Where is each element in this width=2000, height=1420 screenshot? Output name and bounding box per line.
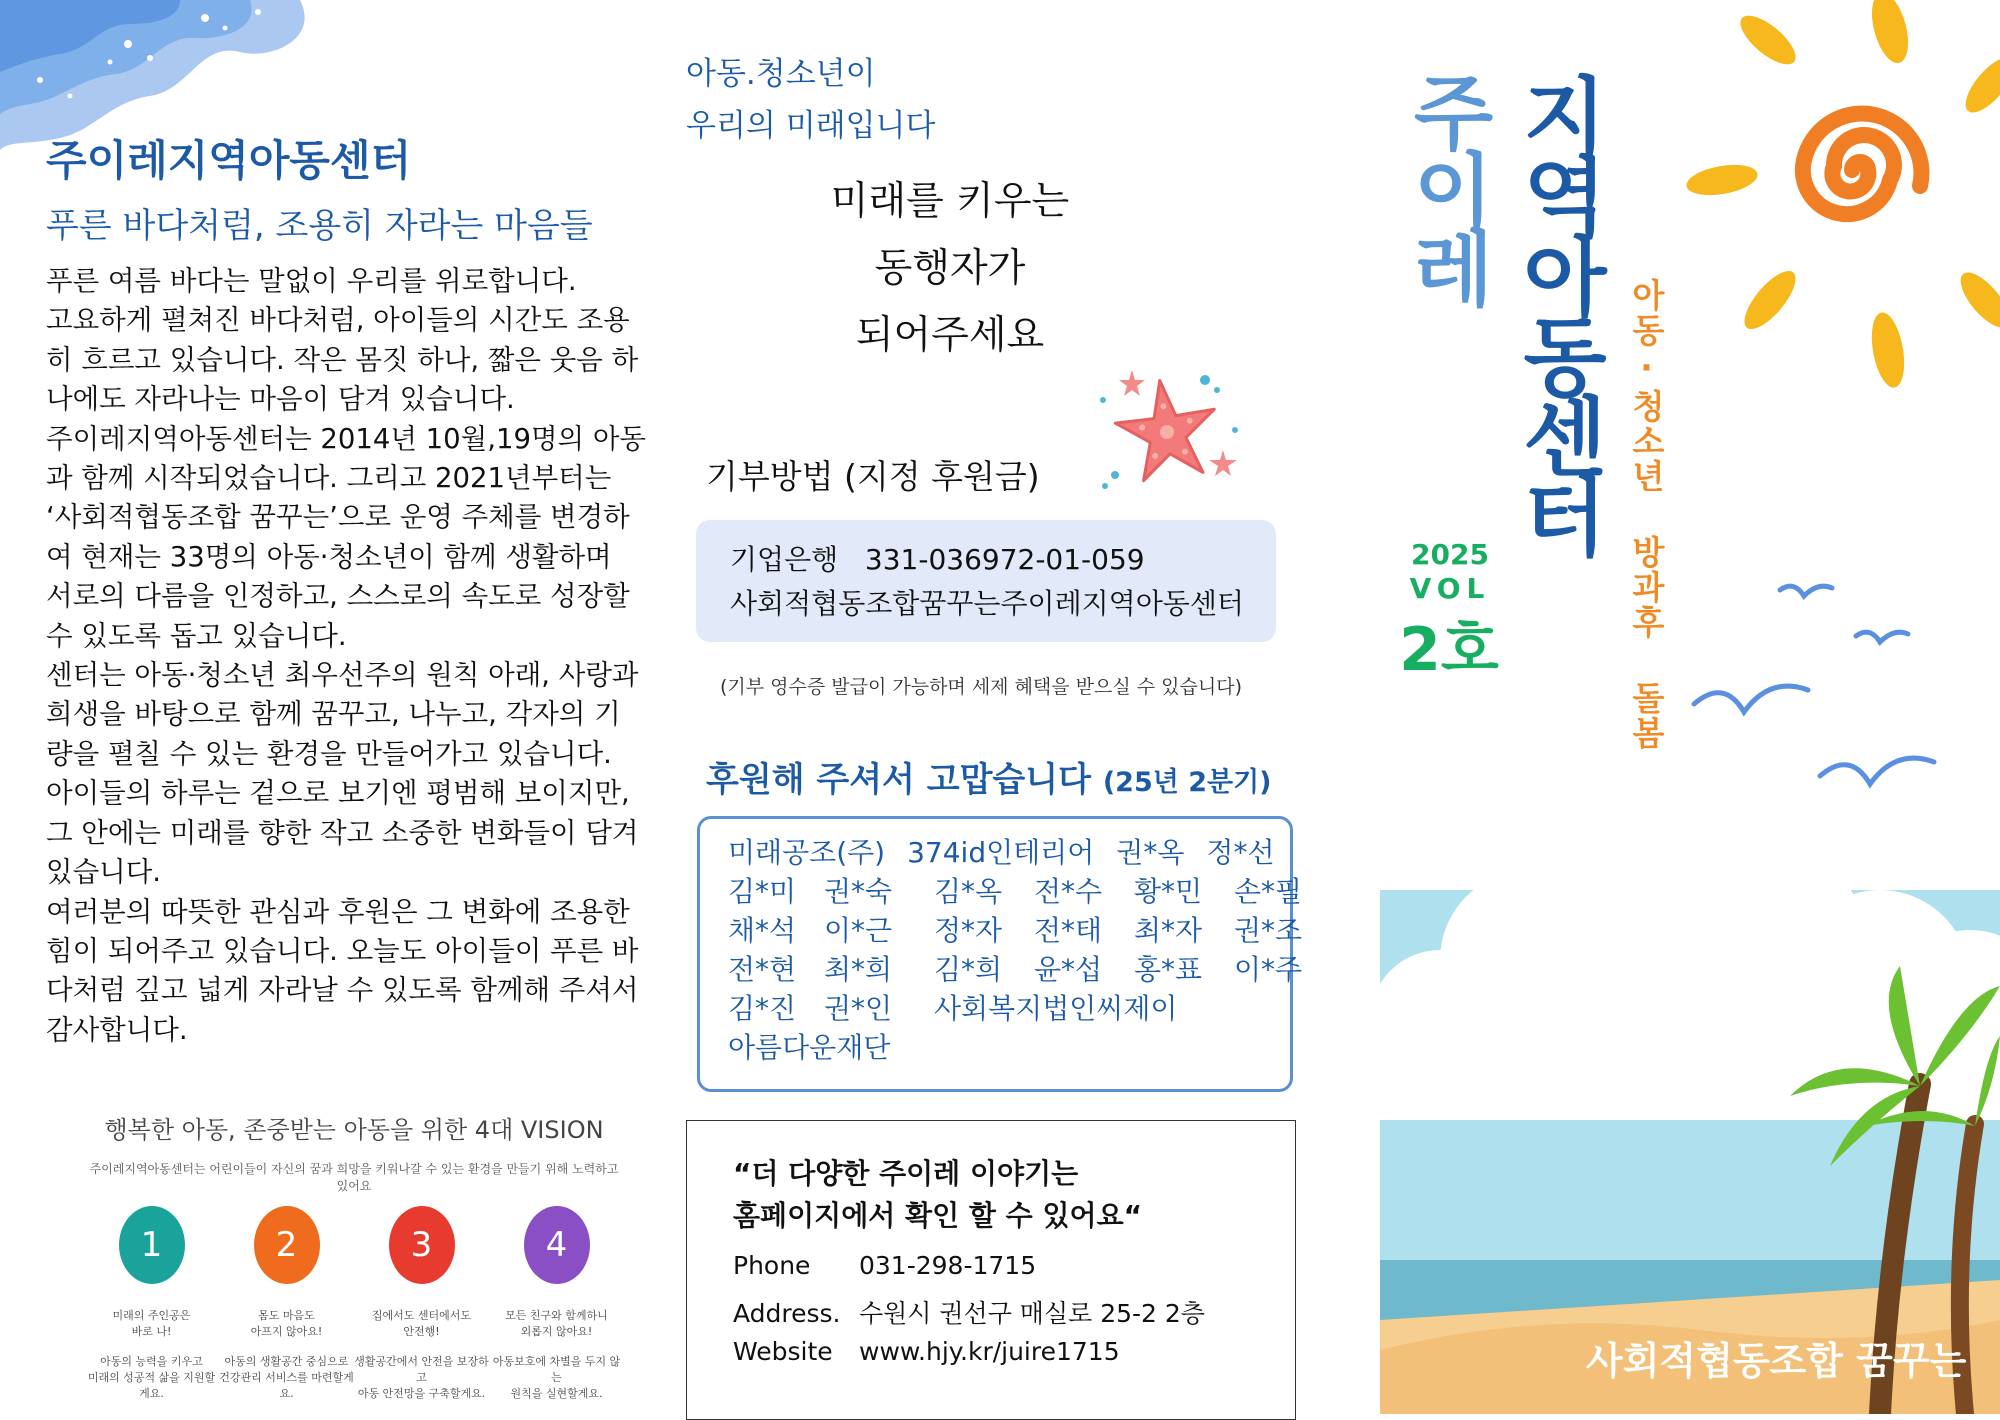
donor-name: 권*옥 bbox=[1116, 836, 1185, 869]
intro-paragraph: 푸른 여름 바다는 말없이 우리를 위로합니다. 고요하게 펼쳐진 바다처럼, 아이들의 시간도 조용 히 흐르고 있습니다. 작은 몸짓 하나, 짧은 웃음 하 나에도 자라나는 마음이 담겨 있습니다. bbox=[46, 265, 639, 416]
phone-label: Phone bbox=[733, 1251, 811, 1280]
homepage-quote: “더 다양한 주이레 이야기는 홈페이지에서 확인 할 수 있어요“ bbox=[733, 1157, 1143, 1232]
donor-name: 정*자 bbox=[934, 914, 1003, 947]
donor-name: 손*필 bbox=[1234, 875, 1303, 908]
cover-title-juire: 주이레 bbox=[1399, 70, 1494, 304]
vision-caption: 몸도 마음도 아프지 않아요! bbox=[250, 1309, 323, 1338]
donor-name: 374id인테리어 bbox=[907, 836, 1095, 869]
donor-name: 권*인 bbox=[824, 992, 893, 1025]
website-row bbox=[733, 1337, 1120, 1366]
donor-row bbox=[728, 989, 1288, 1028]
vision-note: 아동보호에 차별을 두지 않는 원칙을 실현할게요. bbox=[492, 1355, 621, 1400]
donor-row bbox=[728, 911, 1303, 950]
donor-name: 황*민 bbox=[1134, 875, 1203, 908]
donor-name: 권*숙 bbox=[824, 875, 893, 908]
intro-paragraph: 주이레지역아동센터는 2014년 10월,19명의 아동 과 함께 시작되었습니다. 그리고 2021년부터는 ‘사회적협동조합 꿈꾸는’으로 운영 주체를 변경하 여 현재는 33명의 아동·청소년이 함께 생활하며 서로의 다름을 인정하고, 스스로의 속도로 성장할 수 있도록 돕고 있습니다. bbox=[46, 422, 646, 652]
donor-name: 권*조 bbox=[1234, 914, 1303, 947]
vision-item bbox=[354, 1206, 489, 1402]
address-label: Address. bbox=[733, 1299, 841, 1328]
donor-name: 정*선 bbox=[1206, 836, 1275, 869]
thanks-period: (25년 2분기) bbox=[1102, 767, 1272, 798]
sun-icon bbox=[1660, 0, 2000, 420]
phone-number: 031-298-1715 bbox=[859, 1251, 1037, 1280]
vision-note: 아동의 생활공간 중심으로 건강관리 서비스를 마련할게요. bbox=[219, 1355, 354, 1400]
donor-name: 윤*섭 bbox=[1034, 953, 1103, 986]
contact-box bbox=[686, 1120, 1296, 1420]
thanks-title bbox=[706, 752, 1272, 801]
account-holder: 사회적협동조합꿈꾸는주이레지역아동센터 bbox=[730, 587, 1244, 620]
future-heading: 아동.청소년이 우리의 미래입니다 bbox=[686, 56, 936, 144]
donor-name: 전*태 bbox=[1034, 914, 1103, 947]
cover-tagline: 아동·청소년 방과후 돌봄 bbox=[1627, 278, 1666, 751]
intro-paragraph: 아이들의 하루는 겉으로 보기엔 평범해 보이지만, 그 안에는 미래를 향한 작고 소중한 변화들이 담겨 있습니다. bbox=[46, 777, 639, 889]
phone-row bbox=[733, 1251, 1036, 1280]
vision-description: 주이레지역아동센터는 어린이들이 자신의 꿈과 희망을 키워나갈 수 있는 환경을 만들기 위해 노력하고 있어요 bbox=[89, 1162, 619, 1193]
vision-note: 아동의 능력을 키우고 미래의 성공적 삶을 지원할게요. bbox=[87, 1355, 216, 1400]
donor-list bbox=[728, 833, 1303, 1067]
seagulls-icon bbox=[1680, 580, 1980, 820]
vision-item bbox=[84, 1206, 219, 1402]
slogan: 미래를 키우는 동행자가 되어주세요 bbox=[830, 179, 1070, 358]
donor-name: 최*자 bbox=[1134, 914, 1203, 947]
thanks-title-text: 후원해 주셔서 고맙습니다 bbox=[706, 760, 1091, 800]
donor-name: 채*석 bbox=[728, 914, 797, 947]
vision-caption: 집에서도 센터에서도 안전행! bbox=[371, 1309, 472, 1338]
intro-text bbox=[46, 262, 646, 1050]
website-label: Website bbox=[733, 1337, 833, 1366]
volume-issue: 2호 bbox=[1399, 615, 1499, 685]
donor-name: 이*근 bbox=[824, 914, 893, 947]
hand-four-icon: 4 bbox=[524, 1206, 590, 1284]
vision-item bbox=[489, 1206, 624, 1402]
donation-method-title: 기부방법 (지정 후원금) bbox=[706, 457, 1040, 496]
starfish-icon bbox=[1095, 360, 1245, 500]
cover-title-center: 지역아동센터 bbox=[1507, 72, 1607, 552]
donor-name: 김*옥 bbox=[934, 875, 1003, 908]
donor-name: 이*주 bbox=[1234, 953, 1303, 986]
receipt-note: (기부 영수증 발급이 가능하며 세제 혜택을 받으실 수 있습니다) bbox=[720, 676, 1242, 698]
donor-name: 미래공조(주) bbox=[728, 836, 886, 869]
address-row bbox=[733, 1294, 1205, 1330]
volume-label: VOL bbox=[1409, 572, 1491, 605]
donor-name: 김*미 bbox=[728, 875, 797, 908]
center-subtitle: 푸른 바다처럼, 조용히 자라는 마음들 bbox=[46, 206, 593, 246]
hand-one-icon: 1 bbox=[119, 1206, 185, 1284]
vision-title: 행복한 아동, 존중받는 아동을 위한 4대 VISION bbox=[104, 1116, 604, 1144]
intro-paragraph: 센터는 아동·청소년 최우선주의 원칙 아래, 사랑과 희생을 바탕으로 함께 꿈꾸고, 나누고, 각자의 기 량을 펼칠 수 있는 환경을 만들어가고 있습니다. bbox=[46, 659, 639, 770]
donor-row bbox=[728, 950, 1303, 989]
donor-row bbox=[728, 872, 1303, 911]
donor-name: 최*희 bbox=[824, 953, 893, 986]
vision-caption: 모든 친구와 함께하니 외롭지 않아요! bbox=[505, 1309, 608, 1338]
donor-row bbox=[728, 1028, 1288, 1067]
donor-name: 전*수 bbox=[1034, 875, 1103, 908]
donor-name: 아름다운재단 bbox=[728, 1031, 891, 1064]
donor-row bbox=[728, 833, 1288, 872]
donor-name: 홍*표 bbox=[1134, 953, 1203, 986]
vision-section bbox=[84, 1110, 624, 1410]
donor-name: 김*희 bbox=[934, 953, 1003, 986]
hand-three-icon: 3 bbox=[389, 1206, 455, 1284]
website-link[interactable]: www.hjy.kr/juire1715 bbox=[859, 1337, 1120, 1366]
donor-name: 김*진 bbox=[728, 992, 797, 1025]
intro-paragraph: 여러분의 따뜻한 관심과 후원은 그 변화에 조용한 힘이 되어주고 있습니다. 오늘도 아이들이 푸른 바 다처럼 깊고 넓게 자라날 수 있도록 함께해 주셔서 감사합니다. bbox=[46, 895, 639, 1046]
address-text: 수원시 권선구 매실로 25-2 2층 bbox=[859, 1299, 1205, 1328]
center-title: 주이레지역아동센터 bbox=[46, 136, 412, 185]
volume-year: 2025 bbox=[1411, 538, 1489, 571]
hand-two-icon: 2 bbox=[254, 1206, 320, 1284]
bank-account-number: 기업은행 331-036972-01-059 bbox=[730, 543, 1145, 576]
donor-list-box bbox=[697, 816, 1303, 1092]
vision-item bbox=[219, 1206, 354, 1402]
bank-account-box bbox=[696, 520, 1276, 642]
donor-name: 전*현 bbox=[728, 953, 797, 986]
cooperative-name: 사회적협동조합 꿈꾸는 bbox=[1586, 1339, 1967, 1383]
vision-note: 생활공간에서 안전을 보장하고 아동 안전망을 구축할게요. bbox=[354, 1355, 489, 1400]
donor-name: 사회복지법인씨제이 bbox=[934, 992, 1178, 1025]
vision-caption: 미래의 주인공은 바로 나! bbox=[112, 1309, 191, 1338]
